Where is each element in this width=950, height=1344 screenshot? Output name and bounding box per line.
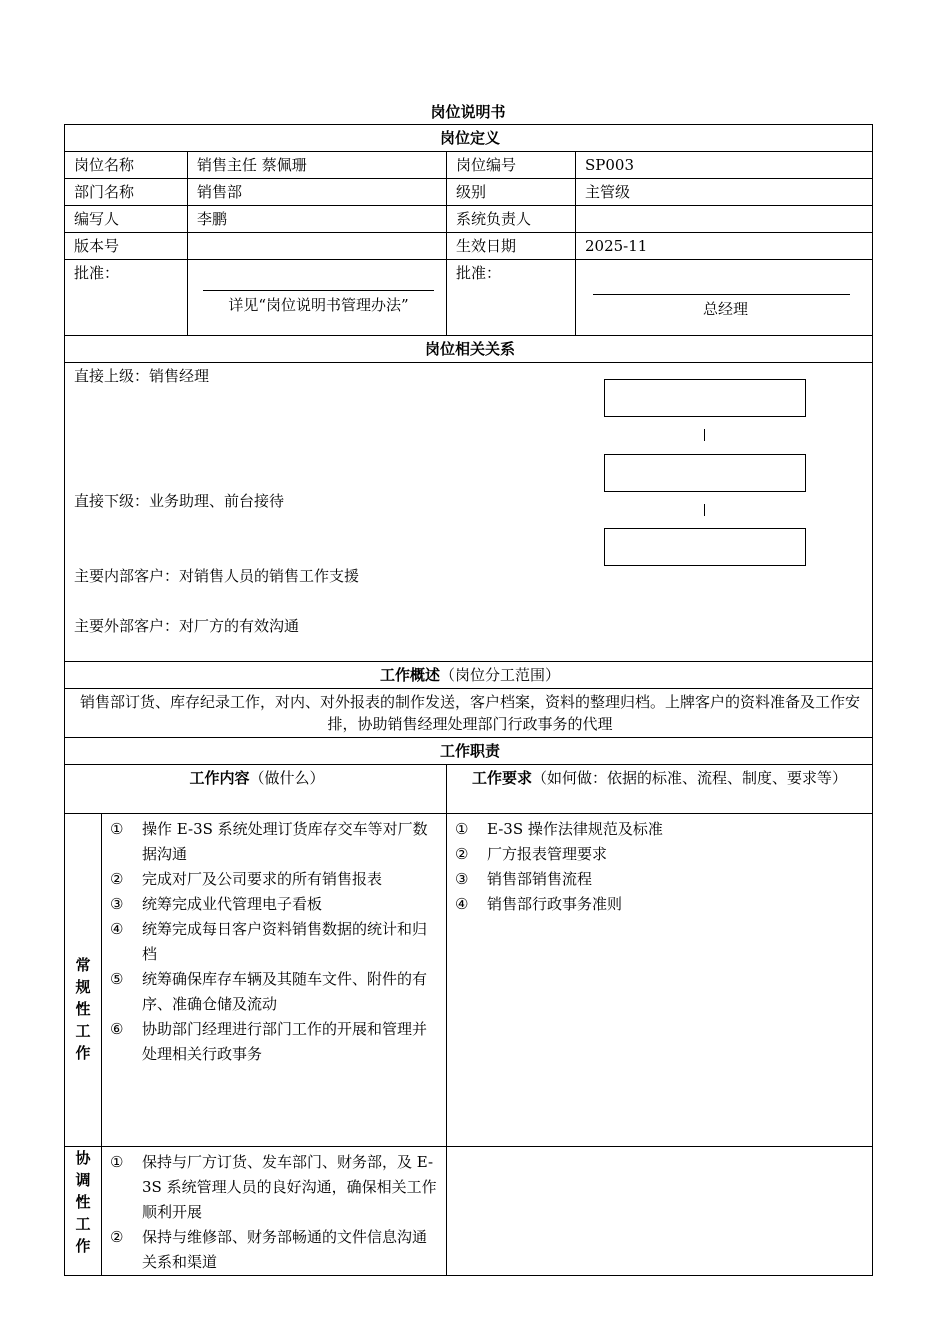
approval-cell [576,260,873,336]
coordination-work-content [102,1147,447,1276]
signature-line [203,290,434,291]
label-char: 调 [75,1171,91,1189]
org-chart-box-superior [604,379,806,417]
info-label: 版本号 [65,233,188,260]
internal-customers: 主要内部客户：对销售人员的销售工作支援 [74,567,360,585]
label-char: 性 [75,1193,91,1211]
org-chart-box-current [604,454,806,492]
requirement-column-note: （如何做：依据的标准、流程、制度、要求等） [532,769,848,787]
job-description-table [64,124,873,1276]
duties-header-row [65,738,873,765]
info-label: 岗位编号 [447,152,576,179]
org-chart-box-subordinate [604,528,806,566]
overview-row [65,689,873,738]
label-char: 作 [75,1237,91,1255]
info-label: 部门名称 [65,179,188,206]
routine-work-requirements [447,814,873,1147]
overview-header [65,662,873,689]
routine-work-content [102,814,447,1147]
relations-header-row [65,336,873,363]
list-item: ④ 统筹完成每日客户资料销售数据的统计和归档 [110,920,428,963]
info-row [65,233,873,260]
info-label: 岗位名称 [65,152,188,179]
coordination-items-list [110,1150,440,1275]
info-value [576,206,873,233]
content-column-note: （做什么） [249,769,325,787]
list-item: ① 操作 E-3S 系统处理订货库存交车等对厂数据沟通 [110,820,428,863]
list-item: ⑥ 协助部门经理进行部门工作的开展和管理并处理相关行政事务 [110,1020,428,1063]
info-value: 李鹏 [188,206,447,233]
content-column-title: 工作内容 [189,769,250,787]
info-row [65,206,873,233]
info-label: 系统负责人 [447,206,576,233]
overview-text: 销售部订货、库存纪录工作，对内、对外报表的制作发送，客户档案，资料的整理归档。上牌客户的资料准备及工作安排，协助销售经理处理部门行政事务的代理 [65,689,873,738]
approval-cell [188,260,447,336]
list-item: ① E-3S 操作法律规范及标准 [455,820,663,838]
content-column-header [65,765,447,814]
list-item: ④ 销售部行政事务准则 [455,895,623,913]
info-value: 主管级 [576,179,873,206]
label-char: 作 [75,1044,91,1062]
definition-header-row [65,125,873,152]
approval-note: 详见“岗位说明书管理办法” [228,296,409,314]
relations-cell [65,363,873,662]
label-char: 常 [75,956,91,974]
list-item: ② 保持与维修部、财务部畅通的文件信息沟通关系和渠道 [110,1228,428,1271]
list-item: ⑤ 统筹确保库存车辆及其随车文件、附件的有序、准确仓储及流动 [110,970,428,1013]
label-char: 工 [75,1022,91,1040]
info-label: 级别 [447,179,576,206]
duties-columns-row [65,765,873,814]
coordination-work-requirements [447,1147,873,1276]
org-chart-connector [704,429,705,441]
routine-work-row [65,814,873,1147]
relations-row [65,363,873,662]
approver-title: 总经理 [702,300,748,318]
relations-header: 岗位相关关系 [65,336,873,363]
info-value: 销售主任 蔡佩珊 [188,152,447,179]
label-char: 规 [75,978,91,996]
relations-content [74,365,866,661]
approval-label: 批准： [65,260,188,336]
list-item: ③ 统筹完成业代管理电子看板 [110,895,323,913]
list-item: ② 完成对厂及公司要求的所有销售报表 [110,870,383,888]
list-item: ① 保持与厂方订货、发车部门、财务部，及 E-3S 系统管理人员的良好沟通，确保相关工作顺利开展 [110,1153,437,1221]
duties-header: 工作职责 [65,738,873,765]
approval-label: 批准： [447,260,576,336]
signature-line [593,294,850,295]
info-row [65,179,873,206]
overview-title: 工作概述 [379,666,440,684]
document-title: 岗位说明书 [430,103,506,121]
requirement-column-header [447,765,873,814]
info-value: SP003 [576,152,873,179]
routine-label-text [65,954,101,1064]
info-label: 生效日期 [447,233,576,260]
info-row [65,152,873,179]
info-label: 编写人 [65,206,188,233]
external-customers: 主要外部客户：对厂方的有效沟通 [74,617,300,635]
label-char: 性 [75,1000,91,1018]
list-item: ② 厂方报表管理要求 [455,845,608,863]
overview-header-row [65,662,873,689]
overview-note: （岗位分工范围） [440,666,561,684]
list-item: ③ 销售部销售流程 [455,870,593,888]
direct-subordinate: 直接下级：业务助理、前台接待 [74,492,285,510]
info-value: 2025-11 [576,233,873,260]
info-value: 销售部 [188,179,447,206]
coordination-work-label [65,1147,102,1276]
requirements-list [455,817,866,917]
routine-items-list [110,817,440,1067]
label-char: 协 [75,1149,91,1167]
label-char: 工 [75,1215,91,1233]
requirement-column-title: 工作要求 [471,769,532,787]
routine-work-label [65,814,102,1147]
definition-header: 岗位定义 [65,125,873,152]
coordination-work-row [65,1147,873,1276]
approval-row [65,260,873,336]
info-value [188,233,447,260]
org-chart-connector [704,504,705,516]
direct-superior: 直接上级：销售经理 [74,367,210,385]
